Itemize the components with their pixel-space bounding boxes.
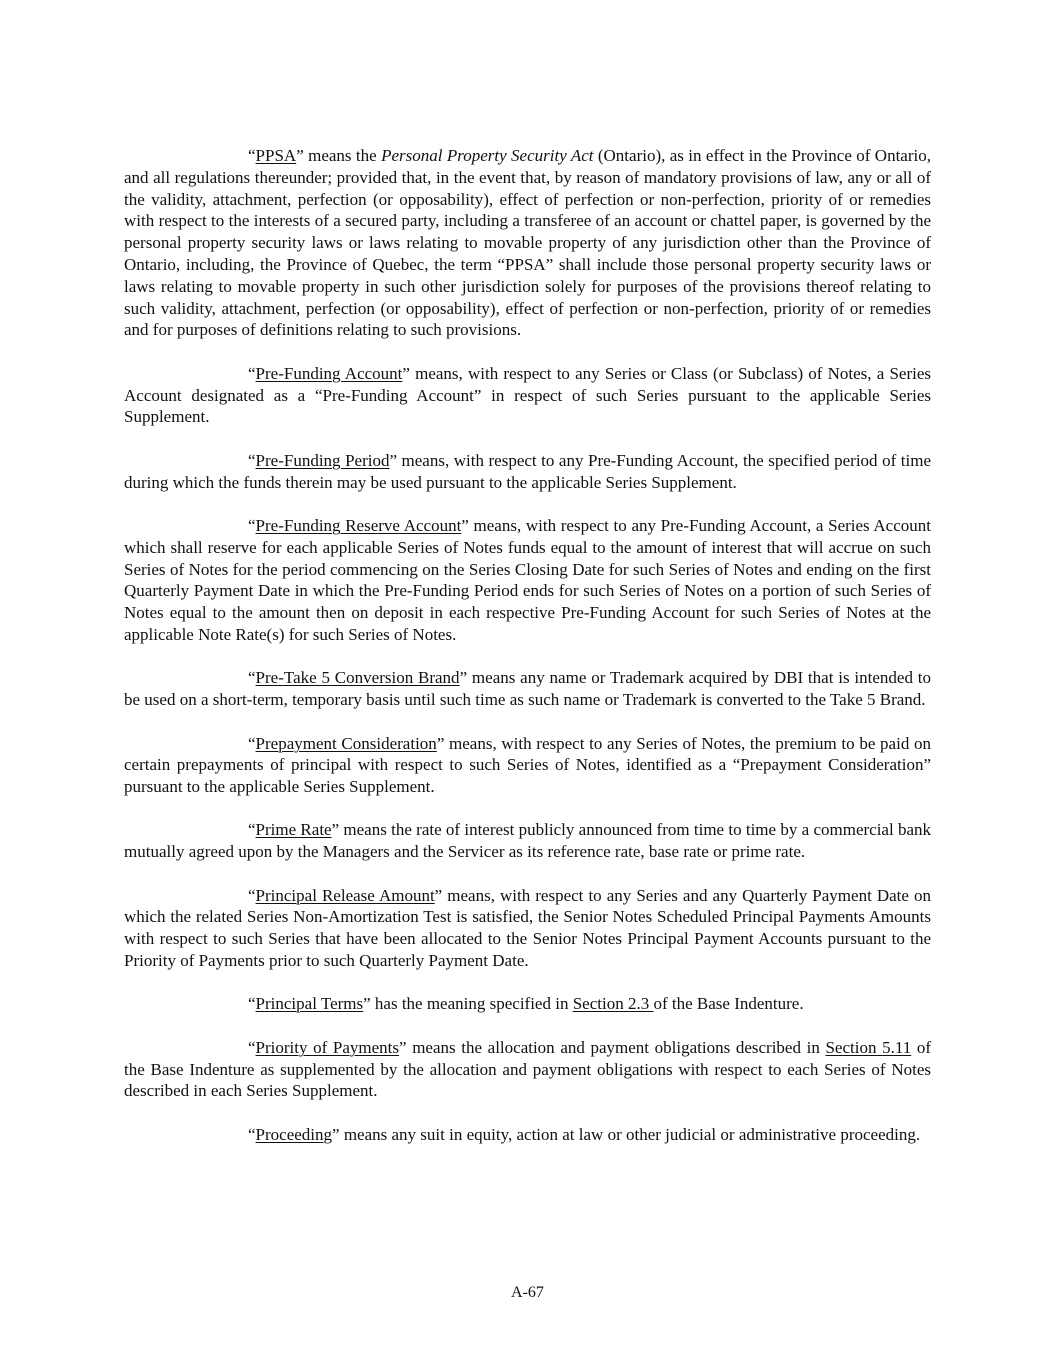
defined-term: Proceeding bbox=[255, 1124, 333, 1144]
page-number: A-67 bbox=[511, 1284, 544, 1301]
close-quote: ” bbox=[399, 1037, 407, 1057]
open-quote: “ bbox=[248, 1124, 256, 1144]
definition-paragraph bbox=[124, 733, 931, 798]
defined-term: PPSA bbox=[255, 146, 297, 165]
definition-text: means, with respect to any Series of Notes, the premium to be paid on certain prepayments of principal with respect to such Series of Notes, identified as a “Prepayment Consideration” pursuant to the applicable Series Supplement. bbox=[124, 733, 932, 797]
definition-text: (Ontario), as in effect in the Province of Ontario, and all regulations thereunder; provided that, in the event that, by reason of mandatory provisions of law, any or all of the validity, attachment, perfection (or opposability), effect of perfection or non-perfection, priority of or remedies with respect to the interests of a secured party, including a transferee of an account or chattel paper, is governed by the personal property security laws or laws relating to movable property of any jurisdiction other than the Province of Ontario, including, the Province of Quebec, the term “PPSA” shall include those personal property security laws or laws relating to movable property in such other jurisdiction solely for purposes of the provisions thereof relating to such validity, attachment, perfection (or opposability), effect of perfection or non-perfection, priority of or remedies and for purposes of definitions relating to such provisions. bbox=[124, 146, 931, 340]
definition-paragraph bbox=[124, 515, 931, 646]
open-quote: “ bbox=[248, 146, 256, 165]
defined-term: Priority of Payments bbox=[255, 1037, 400, 1057]
defined-term: Pre-Take 5 Conversion Brand bbox=[255, 668, 460, 688]
open-quote: “ bbox=[248, 820, 256, 840]
open-quote: “ bbox=[248, 1037, 256, 1057]
definition-paragraph bbox=[124, 1124, 931, 1146]
defined-term: Pre-Funding Account bbox=[255, 363, 403, 383]
open-quote: “ bbox=[248, 733, 256, 753]
statute-title: Personal Property Security Act bbox=[381, 146, 594, 165]
close-quote: ” bbox=[402, 363, 410, 383]
close-quote: ” bbox=[363, 994, 371, 1014]
definition-text: of the Base Indenture. bbox=[653, 994, 804, 1014]
definition-text: means any suit in equity, action at law or other judicial or administrative proceeding. bbox=[339, 1124, 921, 1144]
defined-term: Principal Release Amount bbox=[255, 885, 435, 905]
close-quote: ” bbox=[461, 515, 469, 535]
close-quote: ” bbox=[389, 450, 398, 470]
definition-paragraph bbox=[124, 1037, 931, 1102]
close-quote: ” bbox=[331, 820, 340, 840]
open-quote: “ bbox=[248, 885, 256, 905]
defined-term: Pre-Funding Period bbox=[255, 450, 390, 470]
definition-text: means, with respect to any Pre-Funding Account, a Series Account which shall reserve for each applicable Series of Notes funds equal to the amount of interest that will accrue on such Series of Notes for the period commencing on the Series Closing Date for such Series of Notes and ending on the first Quarterly Payment Date in which the Pre-Funding Period ends for such Series of Notes on a portion of such Series of Notes equal to the amount then on deposit in each respective Pre-Funding Account for such Series of Notes at the applicable Note Rate(s) for such Series of Notes. bbox=[124, 515, 931, 644]
defined-term: Prepayment Consideration bbox=[255, 733, 437, 753]
definition-text: means the allocation and payment obligations described in bbox=[406, 1037, 826, 1057]
section-reference: Section 2.3 bbox=[572, 994, 654, 1014]
open-quote: “ bbox=[248, 515, 256, 535]
definition-paragraph bbox=[124, 450, 931, 494]
defined-term: Pre-Funding Reserve Account bbox=[255, 515, 462, 535]
definition-text: means, with respect to any Pre-Funding Account, the specified period of time during which the funds therein may be used pursuant to the applicable Series Supplement. bbox=[124, 450, 931, 492]
definition-paragraph bbox=[124, 819, 931, 863]
defined-term: Principal Terms bbox=[255, 994, 364, 1014]
definition-text: means the rate of interest publicly announced from time to time by a commercial bank mutually agreed upon by the Managers and the Servicer as its reference rate, base rate or prime rate. bbox=[124, 820, 932, 862]
definition-paragraph bbox=[124, 145, 931, 341]
definition-text: means the bbox=[303, 146, 382, 165]
open-quote: “ bbox=[248, 668, 256, 688]
close-quote: ” bbox=[434, 885, 443, 905]
defined-term: Prime Rate bbox=[255, 820, 332, 840]
definition-text: means any name or Trademark acquired by DBI that is intended to be used on a short-term, temporary basis until such time as such name or Trademark is converted to the Take 5 Brand. bbox=[124, 668, 931, 710]
definition-text: means, with respect to any Series or Class (or Subclass) of Notes, a Series Account designated as a “Pre-Funding Account” in respect of such Series pursuant to the applicable Series Supplement. bbox=[124, 363, 932, 427]
open-quote: “ bbox=[248, 363, 256, 383]
section-reference: Section 5.11 bbox=[825, 1037, 912, 1057]
definition-paragraph bbox=[124, 667, 931, 711]
definition-text: of the Base Indenture as supplemented by the allocation and payment obligations with respect to each Series of Notes described in each Series Supplement. bbox=[124, 1037, 931, 1101]
close-quote: ” bbox=[296, 146, 304, 165]
close-quote: ” bbox=[436, 733, 445, 753]
open-quote: “ bbox=[248, 450, 256, 470]
definition-paragraph bbox=[124, 993, 931, 1015]
definition-text: has the meaning specified in bbox=[370, 994, 573, 1014]
close-quote: ” bbox=[459, 668, 468, 688]
document-body bbox=[124, 145, 931, 1167]
definition-paragraph bbox=[124, 885, 931, 972]
definition-paragraph bbox=[124, 363, 931, 428]
close-quote: ” bbox=[332, 1124, 340, 1144]
open-quote: “ bbox=[248, 994, 256, 1014]
definition-text: means, with respect to any Series and any Quarterly Payment Date on which the related Series Non-Amortization Test is satisfied, the Senior Notes Scheduled Principal Payments Amounts with respect to such Series that have been allocated to the Senior Notes Principal Payment Accounts pursuant to the Priority of Payments prior to such Quarterly Payment Date. bbox=[124, 885, 931, 971]
